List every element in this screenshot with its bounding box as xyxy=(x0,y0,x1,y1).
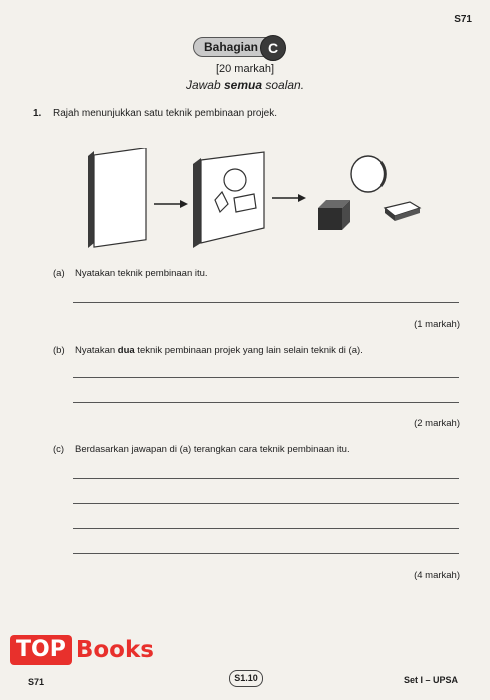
part-text: Berdasarkan jawapan di (a) terangkan cara teknik pembinaan itu. xyxy=(75,444,350,455)
footer-code: S71 xyxy=(28,677,45,687)
answer-line[interactable] xyxy=(73,503,459,504)
question-stem: Rajah menunjukkan satu teknik pembinaan projek. xyxy=(53,108,278,119)
logo-books-text: Books xyxy=(75,637,154,663)
marked-board-icon xyxy=(193,152,264,248)
topbooks-logo xyxy=(10,635,154,665)
set-label: Set I – UPSA xyxy=(403,675,458,685)
page-number: S1.10 xyxy=(229,670,263,687)
part-letter: (a) xyxy=(53,268,65,279)
part-letter: (b) xyxy=(53,345,65,356)
section-label: Bahagian xyxy=(204,40,259,54)
section-letter-badge: C xyxy=(260,35,286,61)
question-number: 1. xyxy=(33,108,42,119)
answer-line[interactable] xyxy=(73,377,459,378)
answer-line[interactable] xyxy=(73,478,459,479)
marks-label: (1 markah) xyxy=(414,319,460,330)
instruction-bold: semua xyxy=(223,78,263,92)
section-total-marks: [20 markah] xyxy=(215,63,275,75)
plain-board-icon xyxy=(88,148,146,248)
instruction-post: soalan. xyxy=(262,78,305,92)
answer-line[interactable] xyxy=(73,528,459,529)
instruction-pre: Jawab xyxy=(185,78,224,92)
answer-line[interactable] xyxy=(73,402,459,403)
answer-line[interactable] xyxy=(73,302,459,303)
arrow-right-icon xyxy=(272,194,306,202)
arrow-right-icon xyxy=(154,200,188,208)
part-text: Nyatakan teknik pembinaan itu. xyxy=(75,268,208,279)
logo-top-text: TOP xyxy=(10,635,72,665)
cut-pieces-icon xyxy=(318,156,420,230)
marks-label: (4 markah) xyxy=(414,570,460,581)
part-text: Nyatakan dua teknik pembinaan projek yang lain selain teknik di (a). xyxy=(75,345,363,356)
page-code: S71 xyxy=(454,14,472,25)
section-instruction xyxy=(0,78,490,92)
marks-label: (2 markah) xyxy=(414,418,460,429)
construction-technique-figure xyxy=(80,148,430,248)
answer-line[interactable] xyxy=(73,553,459,554)
section-heading xyxy=(193,37,283,57)
part-letter: (c) xyxy=(53,444,65,455)
